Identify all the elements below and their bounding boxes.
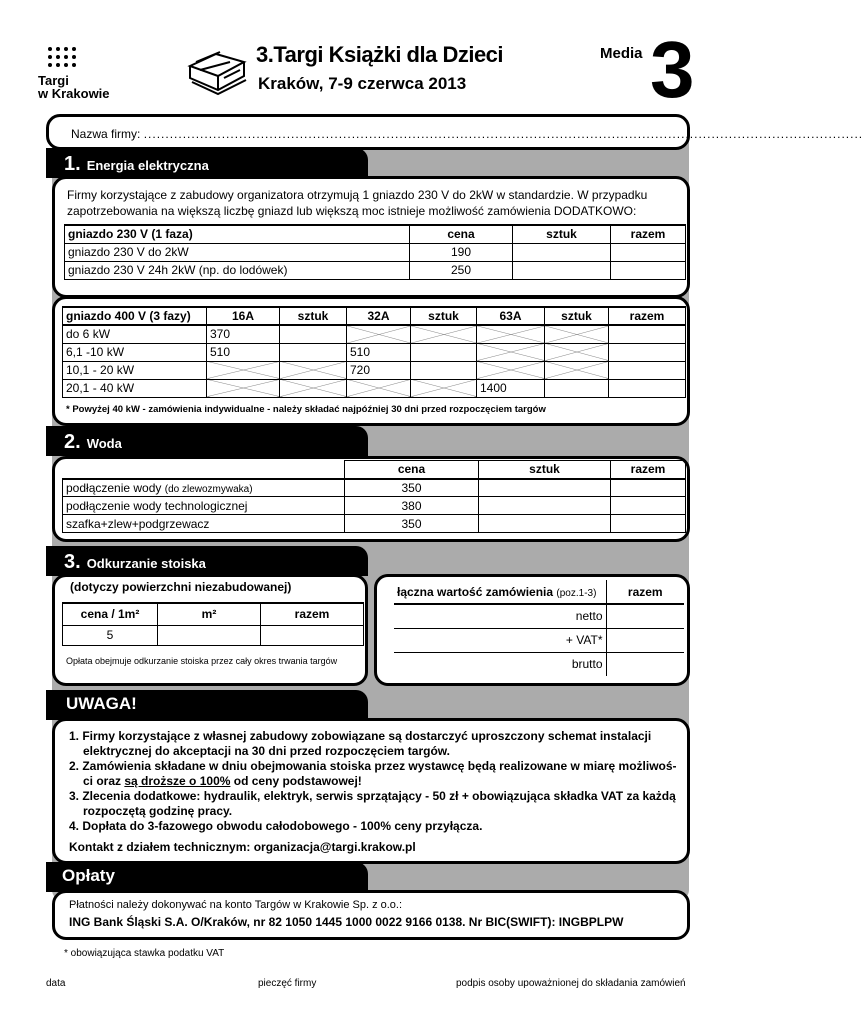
unavailable-cell — [207, 361, 280, 379]
row-note: (do zlewozmywaka) — [164, 483, 253, 495]
total-cell[interactable] — [609, 361, 686, 379]
th-razem: razem — [611, 461, 686, 479]
table-row — [63, 343, 686, 361]
th-sztuk: sztuk — [411, 307, 477, 325]
th-sztuk: sztuk — [479, 461, 611, 479]
unavailable-cell — [477, 361, 545, 379]
row-label: szafka+zlew+podgrzewacz — [63, 515, 345, 533]
th-32a: 32A — [347, 307, 411, 325]
section-2-number: 2. — [64, 431, 81, 453]
section-3-subtitle: (dotyczy powierzchni niezabudowanej) — [70, 580, 292, 594]
uwaga-item: ci oraz — [83, 774, 122, 788]
section-3-number: 3. — [64, 551, 81, 573]
summary-value[interactable] — [606, 652, 684, 676]
total-cell[interactable] — [611, 261, 686, 279]
summary-value[interactable] — [606, 628, 684, 652]
unavailable-cell — [411, 325, 477, 343]
uwaga-item: 1. Firmy korzystające z własnej zabudowy zobowiązane są dostarczyć uproszczony schemat instalacji — [69, 729, 652, 743]
table-row — [63, 515, 686, 533]
qty-cell[interactable] — [280, 343, 347, 361]
th-razem: razem — [261, 603, 364, 625]
table-row — [63, 497, 686, 515]
form-number: 3 — [650, 25, 693, 114]
qty-cell[interactable] — [513, 243, 611, 261]
oplaty-tab: Opłaty — [46, 862, 368, 892]
oplaty-line1: Płatności należy dokonywać na konto Targów w Krakowie Sp. z o.o.: — [69, 899, 403, 911]
page-title: 3.Targi Książki dla Dzieci — [256, 42, 504, 67]
section-3-note: Opłata obejmuje odkurzanie stoiska przez cały okres trwania targów — [66, 656, 338, 666]
total-cell[interactable] — [611, 515, 686, 533]
row-label: do 6 kW — [63, 325, 207, 343]
summary-label: brutto — [394, 652, 606, 676]
unavailable-cell — [280, 361, 347, 379]
logo-line1: Targi — [38, 73, 69, 88]
table-row — [63, 625, 364, 645]
total-cell[interactable] — [611, 479, 686, 497]
oplaty-panel — [52, 890, 690, 940]
books-icon — [186, 48, 248, 100]
row-price: 250 — [410, 261, 513, 279]
table-row — [63, 479, 686, 497]
uwaga-item: elektrycznej do akceptacji na 30 dni przed rozpoczęciem targów. — [83, 744, 451, 758]
unavailable-cell — [347, 379, 411, 397]
unavailable-cell — [545, 325, 609, 343]
uwaga-item: rozpoczętą godzinę pracy. — [83, 804, 233, 818]
section-1-intro: Firmy korzystające z zabudowy organizatora otrzymują 1 gniazdo 230 V do 2kW w standardzie. W przypadku zapotrzebowania na większą liczbę gniazd lub większą moc istnieje możliwość zamówienia DODATKOWO: — [67, 188, 648, 218]
summary-label: netto — [394, 604, 606, 628]
unavailable-cell — [477, 325, 545, 343]
row-price: 350 — [345, 479, 479, 497]
uwaga-item: 4. Dopłata do 3-fazowego obwodu całodobowego - 100% ceny przyłącza. — [69, 819, 483, 833]
summary-row — [394, 652, 684, 676]
footer-date: data — [46, 978, 66, 989]
logo-dots-icon — [47, 46, 83, 70]
table-row — [63, 361, 686, 379]
logo — [38, 74, 110, 100]
summary-header-note: (poz.1-3) — [556, 587, 597, 599]
section-3-title: Odkurzanie stoiska — [86, 556, 206, 571]
section-2-tab — [46, 426, 368, 456]
th-sztuk: sztuk — [513, 225, 611, 243]
qty-cell[interactable] — [280, 325, 347, 343]
vat-note: * obowiązująca stawka podatku VAT — [64, 948, 225, 959]
th-63a: 63A — [477, 307, 545, 325]
uwaga-item: 2. Zamówienia składane w dniu obejmowania stoiska przez wystawcę będą realizowane w miarę możliwoś- — [69, 759, 677, 773]
area-cell[interactable] — [158, 625, 261, 645]
bank-account: ING Bank Śląski S.A. O/Kraków, nr 82 1050 1445 1000 0022 9166 0138. Nr BIC(SWIFT): INGBPLPW — [69, 915, 624, 929]
table-row — [65, 261, 686, 279]
th-razem: razem — [606, 580, 684, 604]
row-label: gniazdo 230 V 24h 2kW (np. do lodówek) — [65, 261, 410, 279]
unavailable-cell — [545, 361, 609, 379]
section-3-tab — [46, 546, 368, 576]
row-label: podłączenie wody technologicznej — [63, 497, 345, 515]
th-razem: razem — [609, 307, 686, 325]
qty-cell[interactable] — [545, 379, 609, 397]
unavailable-cell — [347, 325, 411, 343]
qty-cell[interactable] — [411, 343, 477, 361]
th-cena: cena — [345, 461, 479, 479]
total-cell[interactable] — [609, 343, 686, 361]
summary-row — [394, 628, 684, 652]
row-price: 380 — [345, 497, 479, 515]
price-16a: 370 — [207, 325, 280, 343]
summary-header: łączna wartość zamówienia — [397, 584, 554, 599]
unavailable-cell — [207, 379, 280, 397]
footer-stamp: pieczęć firmy — [258, 978, 317, 989]
qty-cell[interactable] — [479, 479, 611, 497]
price-32a: 720 — [347, 361, 411, 379]
th-16a: 16A — [207, 307, 280, 325]
row-price: 190 — [410, 243, 513, 261]
table-row — [63, 379, 686, 397]
section-1-number: 1. — [64, 153, 81, 175]
th-cena: cena — [410, 225, 513, 243]
qty-cell[interactable] — [479, 515, 611, 533]
uwaga-panel — [52, 718, 690, 864]
unavailable-cell — [280, 379, 347, 397]
qty-cell[interactable] — [479, 497, 611, 515]
section-1-tab — [46, 148, 368, 178]
section-2-title: Woda — [86, 436, 122, 451]
total-cell[interactable] — [609, 325, 686, 343]
row-label: 20,1 - 40 kW — [63, 379, 207, 397]
row-label: gniazdo 230 V do 2kW — [65, 243, 410, 261]
total-cell[interactable] — [611, 243, 686, 261]
section-1-title: Energia elektryczna — [86, 158, 209, 173]
price-16a: 510 — [207, 343, 280, 361]
summary-label: + VAT* — [394, 628, 606, 652]
table-row — [63, 325, 686, 343]
company-field[interactable]: Nazwa firmy: ...................................................................................................................................................................... — [71, 127, 863, 141]
logo-line2: w Krakowie — [38, 86, 110, 101]
footer-signature: podpis osoby upoważnionej do składania zamówień — [456, 978, 686, 989]
contact-email-link[interactable]: organizacja@targi.krakow.pl — [253, 840, 416, 854]
qty-cell[interactable] — [513, 261, 611, 279]
table-water — [62, 460, 686, 533]
price-32a: 510 — [347, 343, 411, 361]
summary-row — [394, 604, 684, 628]
table-230v — [64, 224, 686, 280]
row-label: podłączenie wody — [66, 480, 162, 495]
th-empty — [63, 461, 345, 479]
page-subtitle: Kraków, 7-9 czerwca 2013 — [258, 74, 467, 93]
uwaga-list — [69, 729, 681, 855]
row-price: 5 — [63, 625, 158, 645]
company-panel — [46, 114, 863, 150]
uwaga-emphasis: są droższe o 100% — [124, 774, 231, 788]
total-cell[interactable] — [611, 497, 686, 515]
row-label: 6,1 -10 kW — [63, 343, 207, 361]
table-vacuum — [62, 602, 364, 646]
total-cell[interactable] — [261, 625, 364, 645]
uwaga-tab: UWAGA! — [46, 690, 368, 720]
table-summary — [394, 580, 684, 676]
company-label: Nazwa firmy: — [71, 127, 141, 141]
media-label: Media — [600, 45, 643, 62]
row-price: 350 — [345, 515, 479, 533]
row-label: 10,1 - 20 kW — [63, 361, 207, 379]
th-sztuk: sztuk — [280, 307, 347, 325]
section-1-note: * Powyżej 40 kW - zamówienia indywidualne - należy składać najpóźniej 30 dni przed rozpoczęciem targów — [66, 404, 546, 415]
price-63a: 1400 — [477, 379, 545, 397]
qty-cell[interactable] — [411, 361, 477, 379]
table-row — [65, 243, 686, 261]
summary-value[interactable] — [606, 604, 684, 628]
th-m2: m² — [158, 603, 261, 625]
th-razem: razem — [611, 225, 686, 243]
contact-label: Kontakt z działem technicznym: — [69, 840, 251, 854]
uwaga-item: 3. Zlecenia dodatkowe: hydraulik, elektryk, serwis sprzątający - 50 zł + obowiązująca składka VAT za każdą — [69, 789, 676, 803]
unavailable-cell — [545, 343, 609, 361]
th-400v: gniazdo 400 V (3 fazy) — [63, 307, 207, 325]
th-230v: gniazdo 230 V (1 faza) — [65, 225, 410, 243]
th-price-m2: cena / 1m² — [63, 603, 158, 625]
uwaga-item: od ceny podstawowej! — [233, 774, 362, 788]
th-sztuk: sztuk — [545, 307, 609, 325]
total-cell[interactable] — [609, 379, 686, 397]
table-400v — [62, 306, 686, 398]
unavailable-cell — [477, 343, 545, 361]
unavailable-cell — [411, 379, 477, 397]
